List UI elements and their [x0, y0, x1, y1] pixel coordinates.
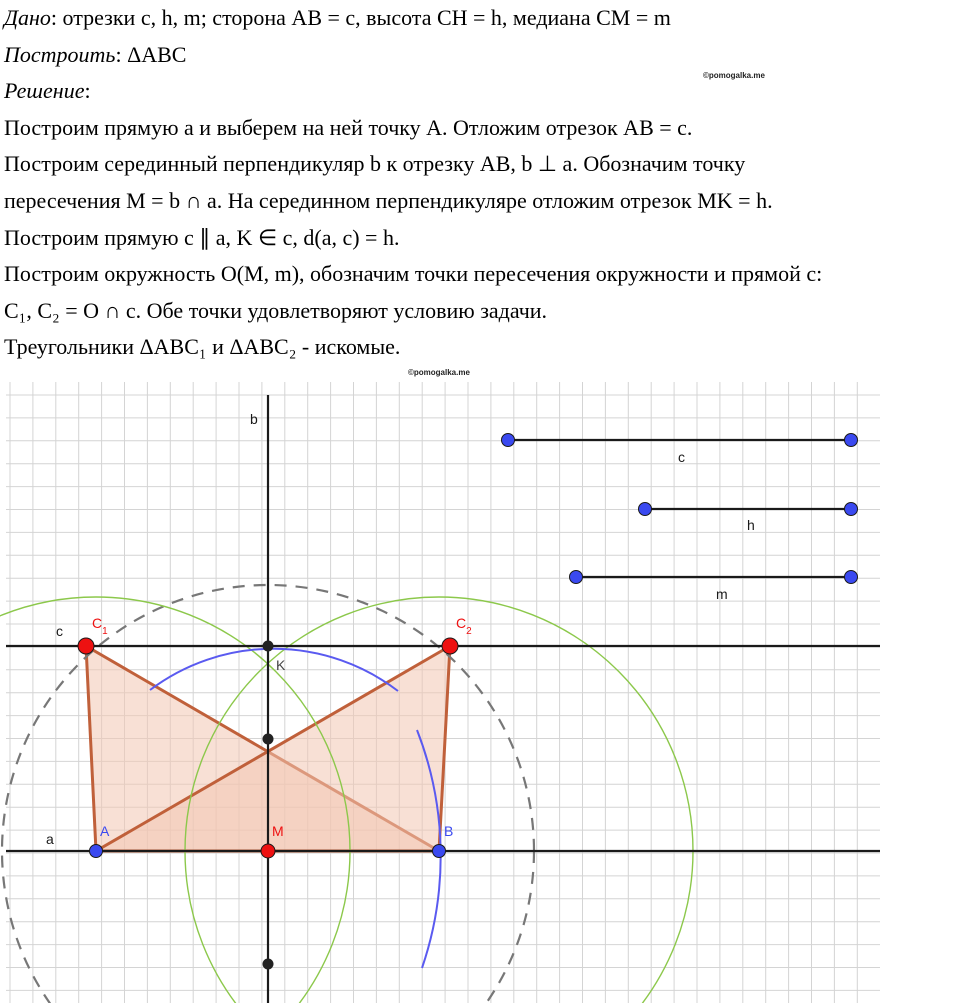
step-line: Построим серединный перпендикуляр b к отрезку AB, b ⊥ a. Обозначим точку [4, 151, 746, 177]
segment-c-end-point [845, 434, 858, 447]
step-line: Построим окружность O(M, m), обозначим точки пересечения окружности и прямой c: [4, 261, 823, 287]
label-point-c1-sub: 1 [102, 626, 108, 637]
construct-label: Построить [4, 41, 116, 67]
label-point-c2-letter: C [456, 615, 467, 631]
label-segment-h: h [747, 517, 755, 533]
label-line-a: a [46, 831, 54, 847]
label-point-c2 [456, 615, 472, 637]
label-point-k: K [276, 657, 286, 673]
label-segment-m: m [716, 586, 728, 602]
step-line: Построим прямую a и выберем на ней точку A. Отложим отрезок AB = c. [4, 114, 693, 140]
segment-c-start-point [502, 434, 515, 447]
label-point-b: B [444, 823, 454, 839]
watermark: ©pomogalka.me [408, 368, 470, 377]
given-label: Дано [4, 5, 51, 30]
label-point-m: M [272, 823, 284, 839]
segment-h-end-point [845, 503, 858, 516]
label-segment-c: c [678, 449, 685, 465]
segment-m-end-point [845, 571, 858, 584]
label-line-c: c [56, 623, 63, 639]
solution-text: : [84, 78, 91, 104]
point-c2 [442, 638, 458, 654]
label-point-c1-letter: C [92, 615, 103, 631]
point-a [90, 845, 103, 858]
point-b [433, 845, 446, 858]
segment-m-start-point [570, 571, 583, 584]
construct-text: : ΔABC [115, 41, 187, 67]
step-line: пересечения M = b ∩ a. На серединном перпендикуляре отложим отрезок MK = h. [4, 187, 773, 213]
label-line-b: b [250, 411, 258, 427]
segment-h-start-point [639, 503, 652, 516]
point-c1 [78, 638, 94, 654]
point-m [261, 844, 275, 858]
label-point-c2-sub: 2 [466, 626, 472, 637]
watermark: ©pomogalka.me [703, 71, 765, 80]
step-line: Треугольники ΔABC₁ и ΔABC₂ - искомые. [4, 334, 401, 360]
point-k [263, 641, 274, 652]
step-line: Построим прямую c ∥ a, K ∈ c, d(a, c) = h. [4, 224, 400, 250]
point-circles-intersection-bottom [263, 959, 274, 970]
label-point-a: A [100, 823, 110, 839]
point-circles-intersection-top [263, 734, 274, 745]
given-text: : отрезки c, h, m; сторона AB = c, высота CH = h, медиана CM = m [50, 5, 671, 30]
solution-label: Решение [4, 78, 85, 104]
step-line: C₁, C₂ = O ∩ c. Обе точки удовлетворяют условию задачи. [4, 297, 548, 323]
label-point-c1 [92, 615, 108, 637]
